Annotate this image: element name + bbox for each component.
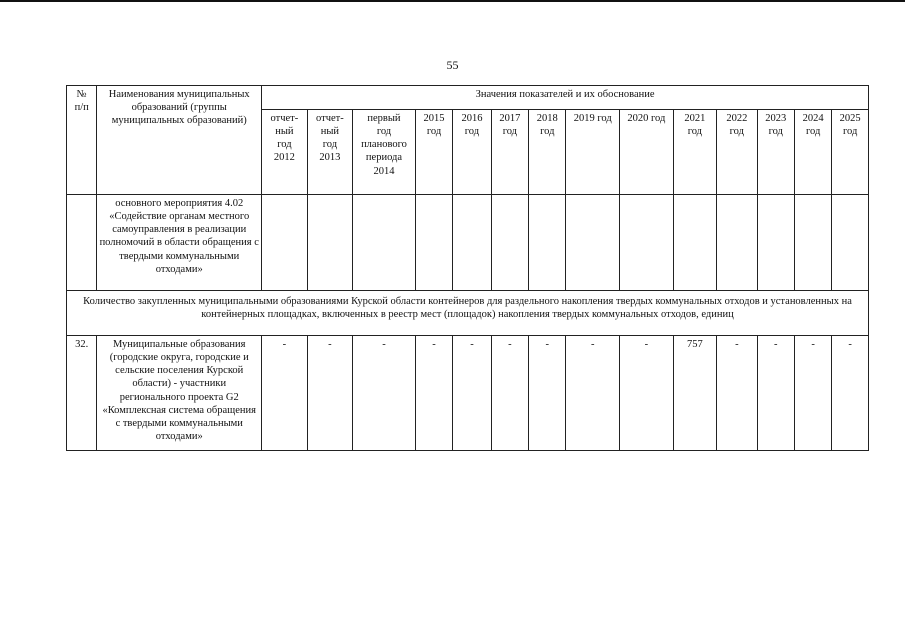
cont-value-cell bbox=[353, 195, 416, 291]
header-col-2024: 2024 год bbox=[794, 110, 831, 195]
header-col-2021: 2021 год bbox=[673, 110, 716, 195]
data-value-cell: - bbox=[262, 336, 308, 451]
indicators-table bbox=[66, 85, 869, 451]
table-row bbox=[67, 195, 869, 291]
cont-value-cell bbox=[566, 195, 620, 291]
header-col-2025: 2025 год bbox=[832, 110, 869, 195]
cont-name-cell: основного мероприятия 4.02 «Содействие органам местного самоуправления в реализации полномочий в области обращения с твердыми коммунальными отходами» bbox=[97, 195, 262, 291]
cont-value-cell bbox=[673, 195, 716, 291]
header-col-2018: 2018 год bbox=[529, 110, 566, 195]
data-num-cell: 32. bbox=[67, 336, 97, 451]
cont-value-cell bbox=[757, 195, 794, 291]
header-col-2016: 2016 год bbox=[453, 110, 491, 195]
cont-value-cell bbox=[262, 195, 308, 291]
cont-value-cell bbox=[529, 195, 566, 291]
data-value-cell: 757 bbox=[673, 336, 716, 451]
cont-value-cell bbox=[620, 195, 674, 291]
data-value-cell: - bbox=[566, 336, 620, 451]
cont-value-cell bbox=[415, 195, 452, 291]
cont-value-cell bbox=[491, 195, 528, 291]
data-value-cell: - bbox=[453, 336, 491, 451]
header-col-2020: 2020 год bbox=[620, 110, 674, 195]
data-value-cell: - bbox=[794, 336, 831, 451]
page-number: 55 bbox=[446, 58, 459, 72]
data-value-cell: - bbox=[415, 336, 452, 451]
data-value-cell: - bbox=[307, 336, 353, 451]
data-value-cell: - bbox=[832, 336, 869, 451]
cont-num-cell bbox=[67, 195, 97, 291]
top-border-line bbox=[0, 0, 905, 2]
data-value-cell: - bbox=[353, 336, 416, 451]
header-col-2022: 2022 год bbox=[717, 110, 757, 195]
indicator-title-cell: Количество закупленных муниципальными образованиями Курской области контейнеров для раздельного накопления твердых коммунальных отходов и установленных на контейнерных площадках, включенных в реестр мест (площадок) накопления твердых коммунальных отходов, единиц bbox=[67, 291, 869, 336]
header-col-2019: 2019 год bbox=[566, 110, 620, 195]
data-value-cell: - bbox=[717, 336, 757, 451]
table-row bbox=[67, 291, 869, 336]
header-col-2014: первый год планового периода 2014 bbox=[353, 110, 416, 195]
header-col-2012: отчет- ный год 2012 bbox=[262, 110, 308, 195]
cont-value-cell bbox=[794, 195, 831, 291]
cont-value-cell bbox=[717, 195, 757, 291]
cont-value-cell bbox=[453, 195, 491, 291]
header-col-2015: 2015 год bbox=[415, 110, 452, 195]
header-col-2023: 2023 год bbox=[757, 110, 794, 195]
header-col-2017: 2017 год bbox=[491, 110, 528, 195]
data-name-cell: Муниципальные образования (городские округа, городские и сельские поселения Курской области) - участники регионального проекта G2 «Комплексная система обращения с твердыми коммунальными отходами» bbox=[97, 336, 262, 451]
data-value-cell: - bbox=[757, 336, 794, 451]
data-value-cell: - bbox=[620, 336, 674, 451]
cont-value-cell bbox=[307, 195, 353, 291]
cont-value-cell bbox=[832, 195, 869, 291]
table-row bbox=[67, 336, 869, 451]
header-num-cell: № п/п bbox=[67, 86, 97, 195]
data-value-cell: - bbox=[491, 336, 528, 451]
data-value-cell: - bbox=[529, 336, 566, 451]
header-name-cell: Наименования муниципальных образований (группы муниципальных образований) bbox=[97, 86, 262, 195]
header-values-group-cell: Значения показателей и их обоснование bbox=[262, 86, 869, 110]
header-col-2013: отчет- ный год 2013 bbox=[307, 110, 353, 195]
